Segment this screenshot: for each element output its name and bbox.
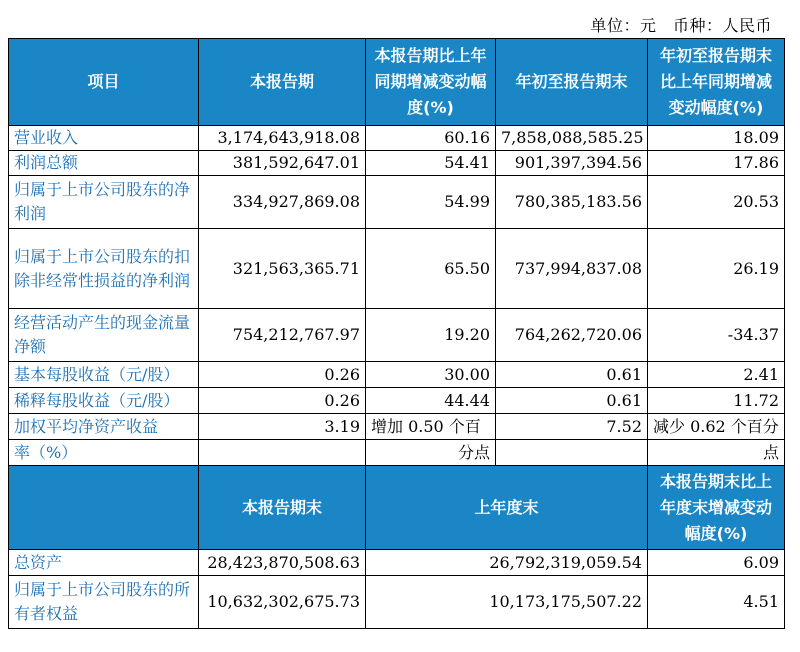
row-label: 基本每股收益（元/股）: [9, 362, 199, 388]
row-label: 归属于上市公司股东的所有者权益: [9, 576, 199, 629]
row-label: 加权平均净资产收益: [9, 414, 199, 440]
cell-value: 10,173,175,507.22: [366, 576, 648, 629]
cell-value: 分点: [366, 440, 496, 466]
header-prior-year-end: 上年度末: [366, 466, 648, 550]
cell-value: 18.09: [648, 126, 785, 151]
table-row: [9, 126, 785, 151]
cell-value: 0.26: [199, 362, 366, 388]
unit-currency-note: 单位：元 币种：人民币: [590, 16, 772, 35]
table-row: [9, 309, 785, 362]
header-current-period: 本报告期: [199, 39, 366, 126]
cell-value: 44.44: [366, 388, 496, 414]
cell-empty: [496, 440, 648, 466]
financial-data-table: [8, 38, 785, 629]
cell-value: 334,927,869.08: [199, 176, 366, 229]
cell-value: 737,994,837.08: [496, 229, 648, 309]
cell-value: 30.00: [366, 362, 496, 388]
cell-value: 54.99: [366, 176, 496, 229]
cell-value: 54.41: [366, 151, 496, 176]
table-row: [9, 176, 785, 229]
cell-value: 321,563,365.71: [199, 229, 366, 309]
cell-value: 10,632,302,675.73: [199, 576, 366, 629]
header-current-change: 本报告期比上年同期增减变动幅度(%): [366, 39, 496, 126]
header-period-end: 本报告期末: [199, 466, 366, 550]
header-period-end-change: 本报告期末比上年度末增减变动幅度(%): [648, 466, 785, 550]
table-row: [9, 388, 785, 414]
cell-value: 7.52: [496, 414, 648, 440]
cell-value: 6.09: [648, 550, 785, 576]
cell-value: 26.19: [648, 229, 785, 309]
cell-value: 901,397,394.56: [496, 151, 648, 176]
row-label: 营业收入: [9, 126, 199, 151]
header-ytd-change: 年初至报告期末比上年同期增减变动幅度(%): [648, 39, 785, 126]
row-label: 稀释每股收益（元/股）: [9, 388, 199, 414]
row-label: 经营活动产生的现金流量净额: [9, 309, 199, 362]
cell-empty: [199, 440, 366, 466]
cell-value: 2.41: [648, 362, 785, 388]
table-row: [9, 229, 785, 309]
row-label: 归属于上市公司股东的扣除非经常性损益的净利润: [9, 229, 199, 309]
cell-value: 0.26: [199, 388, 366, 414]
cell-value: 增加 0.50 个百: [366, 414, 496, 440]
table-header-row: [9, 39, 785, 126]
cell-value: 17.86: [648, 151, 785, 176]
cell-value: 4.51: [648, 576, 785, 629]
table-header-row-2: [9, 466, 785, 550]
header-item: 项目: [9, 39, 199, 126]
table-row: [9, 151, 785, 176]
cell-value: 3,174,643,918.08: [199, 126, 366, 151]
table-row-roe-bottom: [9, 440, 785, 466]
cell-value: 0.61: [496, 388, 648, 414]
cell-value: 764,262,720.06: [496, 309, 648, 362]
cell-value: 20.53: [648, 176, 785, 229]
table-row: [9, 550, 785, 576]
cell-value: 60.16: [366, 126, 496, 151]
row-label: 利润总额: [9, 151, 199, 176]
table-row-roe-top: [9, 414, 785, 440]
cell-value: 点: [648, 440, 785, 466]
cell-value: 7,858,088,585.25: [496, 126, 648, 151]
cell-value: 减少 0.62 个百分: [648, 414, 785, 440]
row-label: 总资产: [9, 550, 199, 576]
cell-value: 28,423,870,508.63: [199, 550, 366, 576]
row-label: 归属于上市公司股东的净利润: [9, 176, 199, 229]
table-row: [9, 362, 785, 388]
header-ytd: 年初至报告期末: [496, 39, 648, 126]
cell-value: 11.72: [648, 388, 785, 414]
cell-value: 65.50: [366, 229, 496, 309]
cell-value: 3.19: [199, 414, 366, 440]
header-empty: [9, 466, 199, 550]
cell-value: 0.61: [496, 362, 648, 388]
cell-value: 19.20: [366, 309, 496, 362]
cell-value: 754,212,767.97: [199, 309, 366, 362]
cell-value: 381,592,647.01: [199, 151, 366, 176]
table-row: [9, 576, 785, 629]
row-label: 率（%）: [9, 440, 199, 466]
cell-value: -34.37: [648, 309, 785, 362]
cell-value: 26,792,319,059.54: [366, 550, 648, 576]
cell-value: 780,385,183.56: [496, 176, 648, 229]
